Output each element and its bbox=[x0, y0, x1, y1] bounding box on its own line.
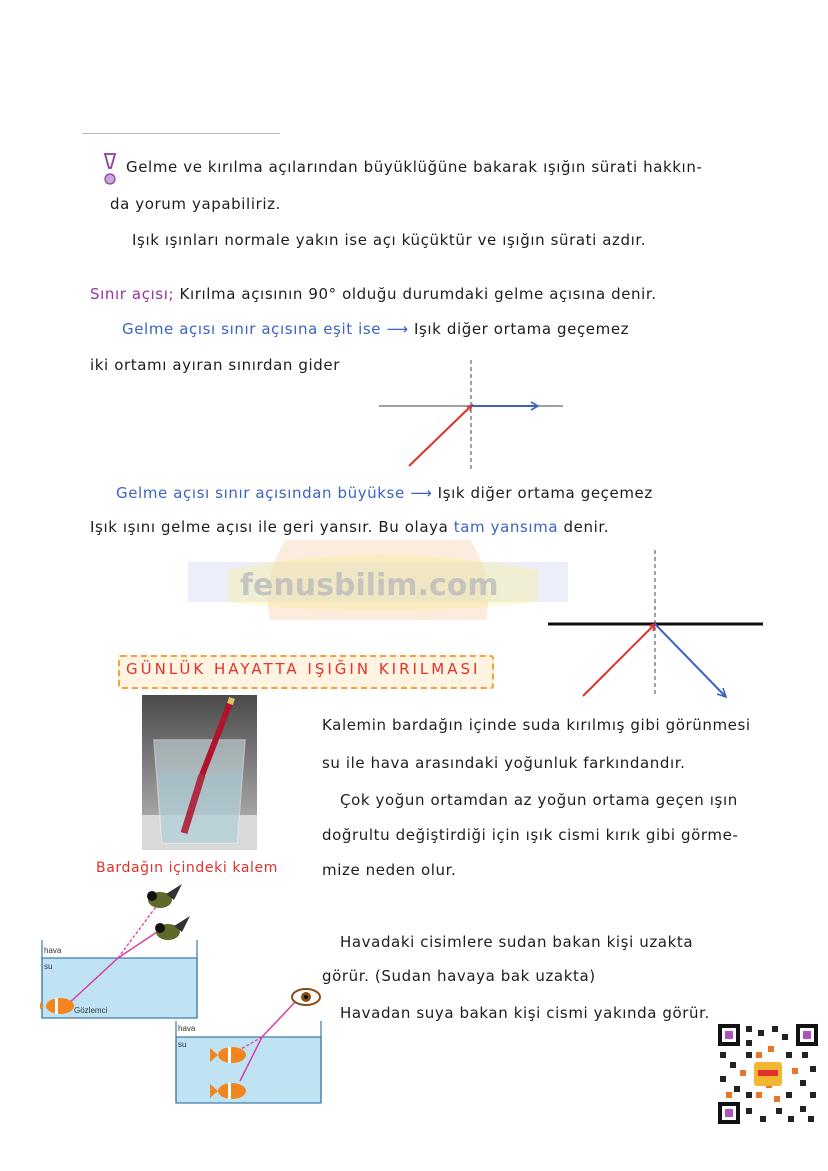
note-line-2: da yorum yapabiliriz. bbox=[110, 195, 281, 213]
paragraph-2-line-1: Çok yoğun ortamdan az yoğun ortama geçen ışın bbox=[340, 791, 738, 809]
note-line-3: Işık ışınları normale yakın ise açı küçüktür ve ışığın sürati azdır. bbox=[132, 231, 647, 249]
case-greater-line2-b: denir. bbox=[563, 518, 610, 536]
water-label: su bbox=[44, 962, 53, 971]
total-reflection-term: tam yansıma bbox=[453, 518, 559, 536]
watermark-text: fenusbilim.com bbox=[240, 568, 499, 603]
case-greater-condition: Gelme açısı sınır açısından büyükse bbox=[116, 484, 405, 502]
qr-code-icon[interactable] bbox=[716, 1022, 820, 1126]
paragraph-1-line-1: Kalemin bardağın içinde suda kırılmış gibi görünmesi bbox=[322, 716, 751, 734]
case-greater-result: Işık diğer ortama geçemez bbox=[437, 484, 653, 502]
arrow-right-icon: ⟶ bbox=[410, 484, 433, 502]
pencil-in-glass-image bbox=[142, 695, 257, 850]
critical-angle-label: Sınır açısı; bbox=[90, 285, 175, 303]
eye-sees-fish-diagram bbox=[174, 985, 324, 1107]
paragraph-3-line-3: Havadan suya bakan kişi cismi yakında görür. bbox=[340, 1004, 710, 1022]
air-label-2: hava bbox=[178, 1024, 196, 1033]
case-equal-result-2: iki ortamı ayıran sınırdan gider bbox=[90, 356, 340, 374]
water-label-2: su bbox=[178, 1040, 187, 1049]
incident-ray bbox=[583, 624, 655, 696]
total-reflection-diagram bbox=[545, 550, 770, 700]
exclamation-icon bbox=[102, 151, 118, 191]
reflected-ray bbox=[655, 624, 725, 696]
critical-angle-diagram bbox=[375, 360, 570, 470]
air-label: hava bbox=[44, 946, 62, 955]
incident-ray bbox=[409, 406, 471, 466]
paragraph-2-line-3: mize neden olur. bbox=[322, 861, 457, 879]
critical-angle-definition: Kırılma açısının 90° olduğu durumdaki gelme açısına denir. bbox=[179, 285, 657, 303]
paragraph-3-line-1: Havadaki cisimlere sudan bakan kişi uzakta bbox=[340, 933, 694, 951]
paragraph-1-line-2: su ile hava arasındaki yoğunluk farkındandır. bbox=[322, 754, 686, 772]
paragraph-3-line-2: görür. (Sudan havaya bak uzakta) bbox=[322, 967, 596, 985]
paragraph-2-line-2: doğrultu değiştirdiği için ışık cismi kırık gibi görme- bbox=[322, 826, 739, 844]
case-equal-result: Işık diğer ortama geçemez bbox=[413, 320, 630, 338]
case-equal-condition: Gelme açısı sınır açısına eşit ise bbox=[122, 320, 382, 338]
arrow-right-icon: ⟶ bbox=[386, 320, 409, 338]
observer-label: Gözlemci bbox=[74, 1006, 108, 1015]
top-divider bbox=[82, 133, 280, 134]
note-line-1: Gelme ve kırılma açılarından büyüklüğüne bakarak ışığın sürati hakkın- bbox=[126, 158, 703, 176]
image-caption: Bardağın içindeki kalem bbox=[96, 860, 278, 876]
section-heading: GÜNLÜK HAYATTA IŞIĞIN KIRILMASI bbox=[126, 660, 481, 678]
case-greater-line2-a: Işık ışını gelme açısı ile geri yansır. Bu olaya bbox=[90, 518, 449, 536]
